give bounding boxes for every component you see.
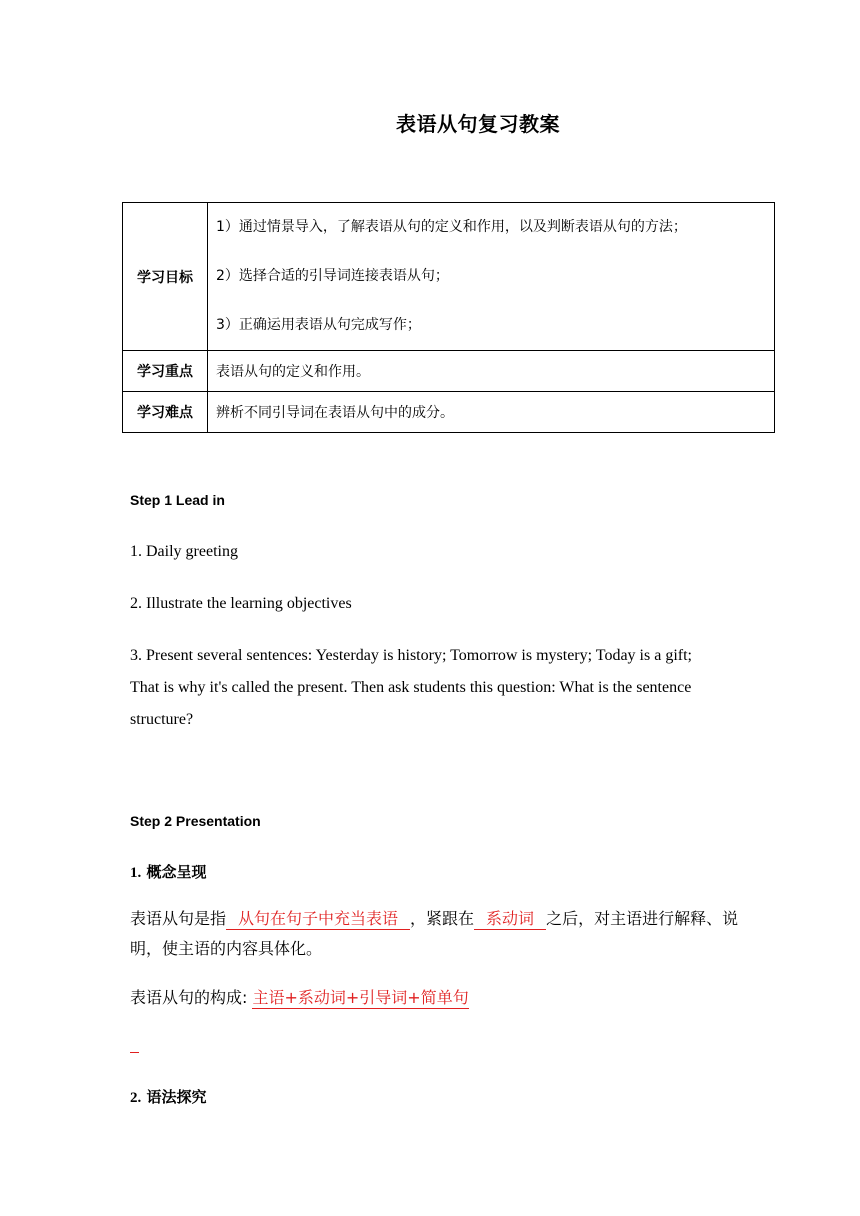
goals-cell xyxy=(208,203,775,351)
table-row-goals xyxy=(123,203,775,351)
section-2-title: 语法探究 xyxy=(146,1088,207,1106)
step1-heading: Step 1 Lead in xyxy=(130,492,225,508)
answer-blank-2: 系动词 xyxy=(474,909,546,930)
objectives-table xyxy=(122,202,775,433)
step2-heading: Step 2 Presentation xyxy=(130,813,261,829)
key-points-text: 表语从句的定义和作用。 xyxy=(208,351,775,392)
structure-answer: 主语+系动词+引导词+简单句 xyxy=(252,988,469,1007)
definition-text-3: 之后，对主语进行解释、说明，使主语的内容具体化。 xyxy=(130,909,739,958)
structure-label: 表语从句的构成: xyxy=(130,988,253,1007)
key-points-label: 学习重点 xyxy=(123,351,208,392)
table-row-difficulties xyxy=(123,392,775,433)
answer-blank-1: 从句在句子中充当表语 xyxy=(226,909,410,930)
section-2-heading xyxy=(130,1086,207,1107)
goal-item-1: 1）通过情景导入，了解表语从句的定义和作用，以及判断表语从句的方法； xyxy=(216,219,687,235)
red-underline-mark xyxy=(130,1052,139,1053)
table-row-key-points xyxy=(123,351,775,392)
difficulties-text: 辨析不同引导词在表语从句中的成分。 xyxy=(208,392,775,433)
section-2-number: 2. xyxy=(130,1090,142,1106)
step1-item-1: 1. Daily greeting xyxy=(130,543,238,560)
definition-paragraph xyxy=(130,904,740,964)
section-1-heading xyxy=(130,861,207,882)
definition-text-2: ，紧跟在 xyxy=(410,909,475,928)
goal-item-2: 2）选择合适的引导词连接表语从句； xyxy=(216,268,449,284)
step1-item-3: 3. Present several sentences: Yesterday is history; Tomorrow is mystery; Today is a gift; That is why it's called the present. Then ask students this question: What is the sentence structure? xyxy=(130,647,692,728)
definition-text-1: 表语从句是指 xyxy=(130,909,227,928)
goals-label: 学习目标 xyxy=(123,203,208,351)
structure-line xyxy=(130,983,740,1013)
section-1-number: 1. xyxy=(130,865,142,881)
section-1-title: 概念呈现 xyxy=(146,863,207,881)
step1-item-2: 2. Illustrate the learning objectives xyxy=(130,595,352,612)
goal-item-3: 3）正确运用表语从句完成写作； xyxy=(216,317,421,333)
difficulties-label: 学习难点 xyxy=(123,392,208,433)
page-title: 表语从句复习教案 xyxy=(396,112,560,136)
